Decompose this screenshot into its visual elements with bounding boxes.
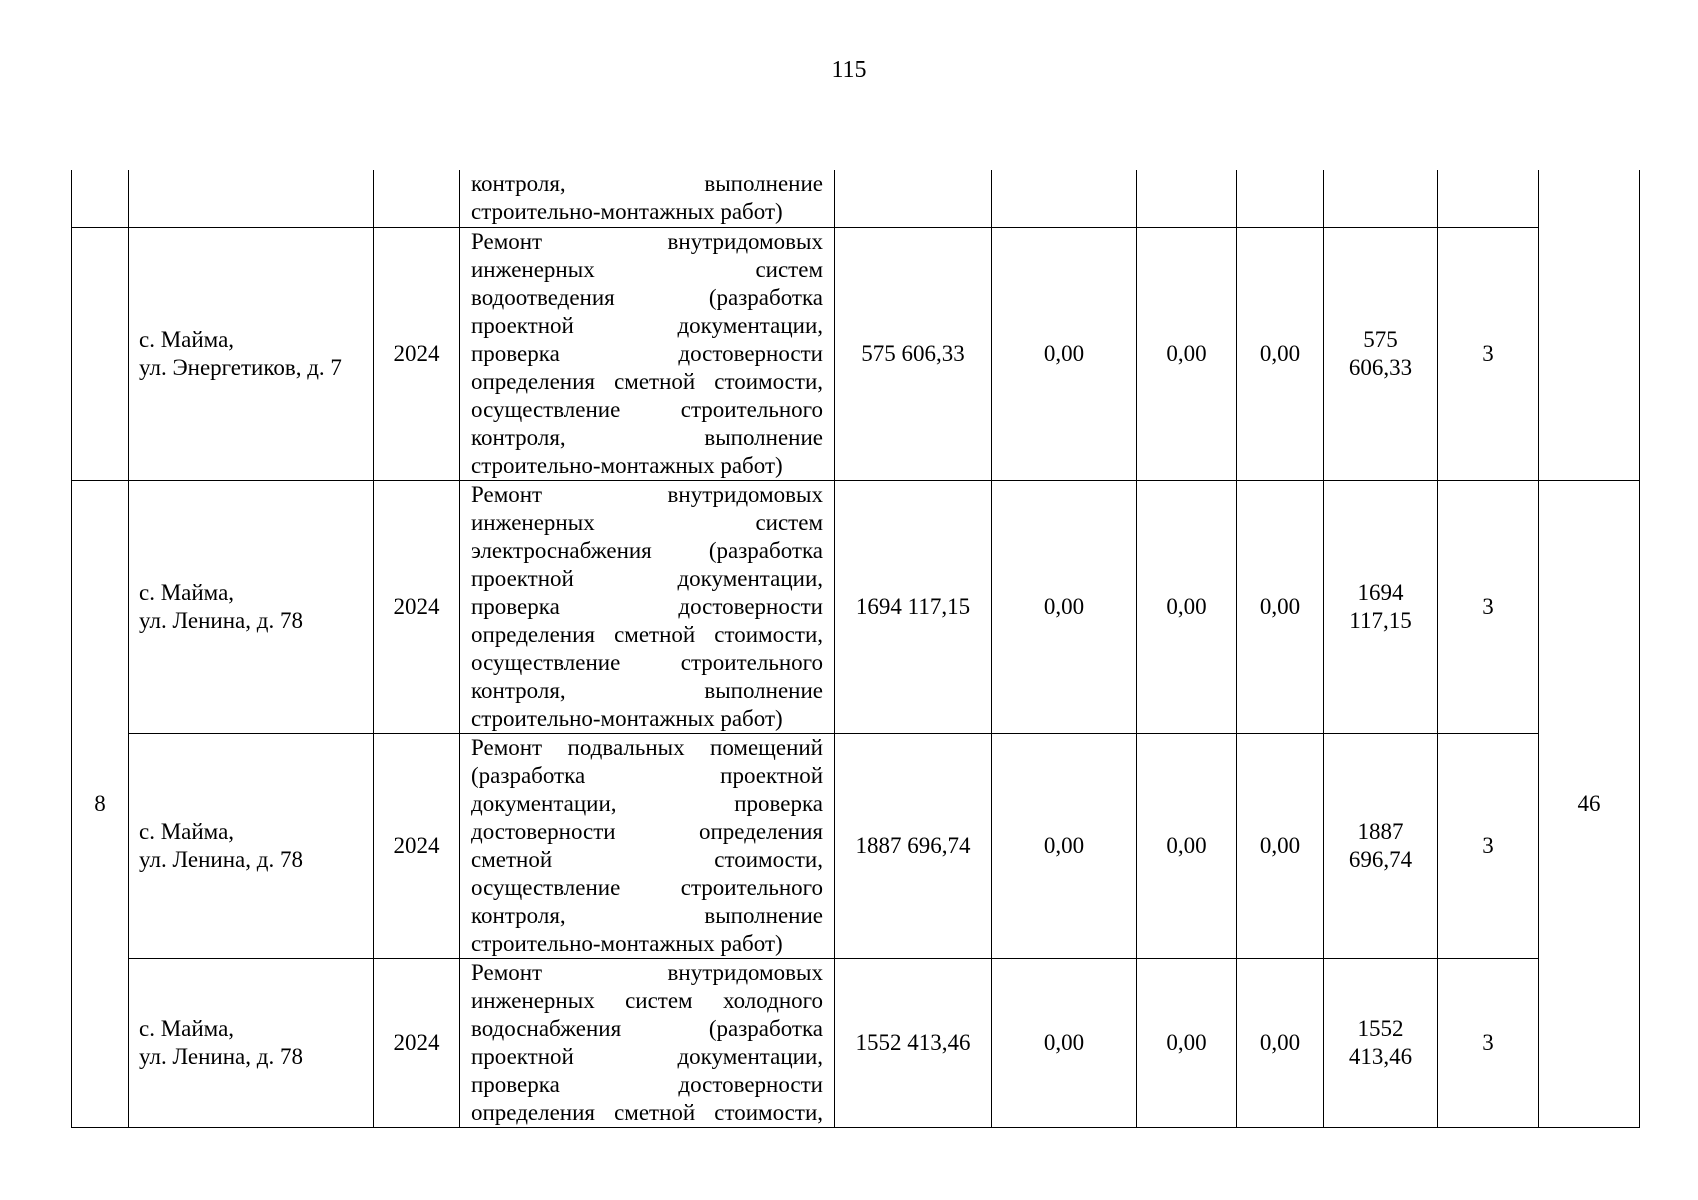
description-line: осуществление строительного [471,396,823,422]
address-line: ул. Ленина, д. 78 [139,846,303,872]
total-line: 575 [1363,326,1398,352]
total-line: 1552 [1357,1015,1404,1041]
address-line: с. Майма, [139,579,235,605]
year-cell [374,170,460,227]
total-line: 1694 [1357,579,1404,605]
table-row [72,958,1640,1127]
description-line: определения сметной стоимости, [471,1099,823,1125]
description-line: инженерных систем [471,256,823,282]
description-line: инженерных систем холодного [471,987,823,1013]
description-line: контроля, выполнение [471,902,823,928]
description-line: проверка достоверности [471,340,823,366]
value-cell: 0,00 [992,227,1137,480]
description-line: проектной документации, [471,312,823,338]
total-line: 413,46 [1348,1043,1413,1069]
cost-cell: 1887 696,74 [835,733,992,958]
total-line: 696,74 [1348,846,1413,872]
description-line: строительно-монтажных работ) [471,452,783,478]
description-line: Ремонт подвальных помещений [471,734,823,760]
description-line: осуществление строительного [471,874,823,900]
address-line: ул. Ленина, д. 78 [139,607,303,633]
description-line: определения сметной стоимости, [471,368,823,394]
description-line: Ремонт внутридомовых [471,228,823,254]
priority-cell: 3 [1438,733,1539,958]
value-cell: 0,00 [992,958,1137,1127]
total-cell [1324,480,1438,733]
work-description-cell [460,480,835,733]
total-line: 1887 [1357,818,1404,844]
address-cell [129,958,374,1127]
priority-cell: 3 [1438,958,1539,1127]
group-value-cell [1539,170,1640,480]
priority-cell [1438,170,1539,227]
address-line: с. Майма, [139,1015,235,1041]
year-cell: 2024 [374,227,460,480]
page-number: 115 [831,57,867,83]
total-line: 606,33 [1348,354,1413,380]
cost-cell: 575 606,33 [835,227,992,480]
description-line: строительно-монтажных работ) [471,930,783,956]
value-cell: 0,00 [1237,227,1324,480]
description-line: проектной документации, [471,1043,823,1069]
description-line: водоснабжения (разработка [471,1015,823,1041]
description-line: контроля, выполнение [471,424,823,450]
description-line: достоверности определения [471,818,823,844]
value-cell: 0,00 [1237,958,1324,1127]
table-row [72,733,1640,958]
value-cell: 0,00 [1137,227,1237,480]
description-line: водоотведения (разработка [471,284,823,310]
year-cell: 2024 [374,958,460,1127]
description-line: (разработка проектной [471,762,823,788]
address-cell [129,733,374,958]
address-line: ул. Энергетиков, д. 7 [139,354,342,380]
value-cell: 0,00 [1237,480,1324,733]
description-line: Ремонт внутридомовых [471,481,823,507]
address-cell [129,480,374,733]
work-description-cell [460,958,835,1127]
work-description-cell [460,227,835,480]
table-row [72,170,1640,227]
works-table [71,170,1640,1128]
cost-cell [835,170,992,227]
value-cell: 0,00 [1137,480,1237,733]
description-line: проектной документации, [471,565,823,591]
description-line: проверка достоверности [471,1071,823,1097]
value-cell [1137,170,1237,227]
work-description-cell [460,170,835,227]
description-line: Ремонт внутридомовых [471,959,823,985]
value-cell: 0,00 [1137,958,1237,1127]
address-line: ул. Ленина, д. 78 [139,1043,303,1069]
description-line: строительно-монтажных работ) [471,199,783,225]
priority-cell: 3 [1438,227,1539,480]
value-cell [1237,170,1324,227]
group-value-cell: 46 [1539,480,1640,1127]
total-line: 117,15 [1349,607,1412,633]
total-cell [1324,227,1438,480]
address-cell [129,227,374,480]
description-line: документации, проверка [471,790,823,816]
value-cell [992,170,1137,227]
description-line: электроснабжения (разработка [471,537,823,563]
description-line: инженерных систем [471,509,823,535]
description-line: сметной стоимости, [471,846,823,872]
description-line: строительно-монтажных работ) [471,705,783,731]
value-cell: 0,00 [1137,733,1237,958]
value-cell: 0,00 [1237,733,1324,958]
value-cell: 0,00 [992,733,1137,958]
description-line: контроля, выполнение [471,171,823,197]
total-cell [1324,170,1438,227]
description-line: проверка достоверности [471,593,823,619]
year-cell: 2024 [374,733,460,958]
total-cell [1324,958,1438,1127]
year-cell: 2024 [374,480,460,733]
address-cell [129,170,374,227]
description-line: определения сметной стоимости, [471,621,823,647]
cost-cell: 1694 117,15 [835,480,992,733]
table-row [72,227,1640,480]
work-description-cell [460,733,835,958]
table-row [72,480,1640,733]
priority-cell: 3 [1438,480,1539,733]
total-cell [1324,733,1438,958]
cost-cell: 1552 413,46 [835,958,992,1127]
description-line: контроля, выполнение [471,677,823,703]
value-cell: 0,00 [992,480,1137,733]
group-number-cell [72,170,129,227]
description-line: осуществление строительного [471,649,823,675]
group-number-cell [72,227,129,480]
group-number-cell: 8 [72,480,129,1127]
address-line: с. Майма, [139,326,235,352]
address-line: с. Майма, [139,818,235,844]
